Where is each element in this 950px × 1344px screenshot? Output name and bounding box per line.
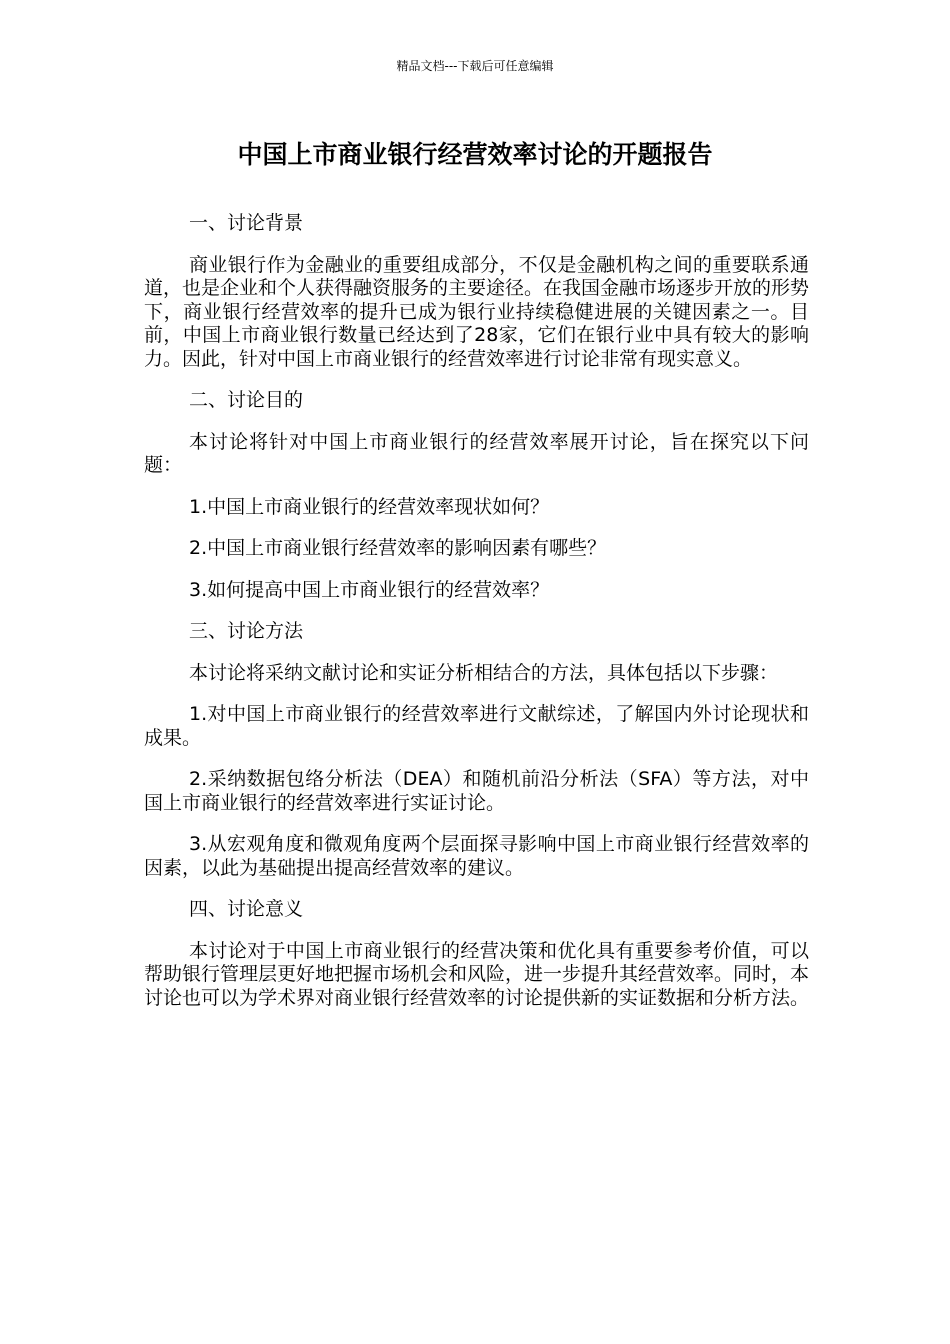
section-heading-purpose: 二、讨论目的 <box>189 389 304 411</box>
method-step-2: 2.采纳数据包络分析法（DEA）和随机前沿分析法（SFA）等方法，对中国上市商业银行的经营效率进行实证讨论。 <box>144 768 809 814</box>
document-title: 中国上市商业银行经营效率讨论的开题报告 <box>237 140 713 169</box>
purpose-question-2: 2.中国上市商业银行经营效率的影响因素有哪些？ <box>189 537 607 559</box>
method-paragraph: 本讨论将采纳文献讨论和实证分析相结合的方法，具体包括以下步骤： <box>189 661 779 684</box>
purpose-question-1: 1.中国上市商业银行的经营效率现状如何？ <box>189 495 550 518</box>
page-header: 精品文档---下载后可任意编辑 <box>396 59 554 73</box>
section-heading-method: 三、讨论方法 <box>189 620 304 642</box>
section-heading-background: 一、讨论背景 <box>189 212 304 234</box>
significance-paragraph: 本讨论对于中国上市商业银行的经营决策和优化具有重要参考价值，可以帮助银行管理层更好地把握市场机会和风险，进一步提升其经营效率。同时，本讨论也可以为学术界对商业银行经营效率的讨论提供新的实证数据和分析方法。 <box>144 939 810 1009</box>
background-paragraph: 商业银行作为金融业的重要组成部分，不仅是金融机构之间的重要联系通道，也是企业和个人获得融资服务的主要途径。在我国金融市场逐步开放的形势下，商业银行经营效率的提升已成为银行业持续稳健进展的关键因素之一。目前，中国上市商业银行数量已经达到了28家，它们在银行业中具有较大的影响力。因此，针对中国上市商业银行的经营效率进行讨论非常有现实意义。 <box>144 253 810 370</box>
document-body <box>144 212 809 1028</box>
purpose-paragraph: 本讨论将针对中国上市商业银行的经营效率展开讨论，旨在探究以下问题： <box>144 430 809 476</box>
section-heading-significance: 四、讨论意义 <box>189 898 304 920</box>
method-step-3: 3.从宏观角度和微观角度两个层面探寻影响中国上市商业银行经营效率的因素，以此为基础提出提高经营效率的建议。 <box>144 833 809 879</box>
method-step-1: 1.对中国上市商业银行的经营效率进行文献综述，了解国内外讨论现状和成果。 <box>144 703 809 749</box>
purpose-question-3: 3.如何提高中国上市商业银行的经营效率？ <box>189 578 550 601</box>
